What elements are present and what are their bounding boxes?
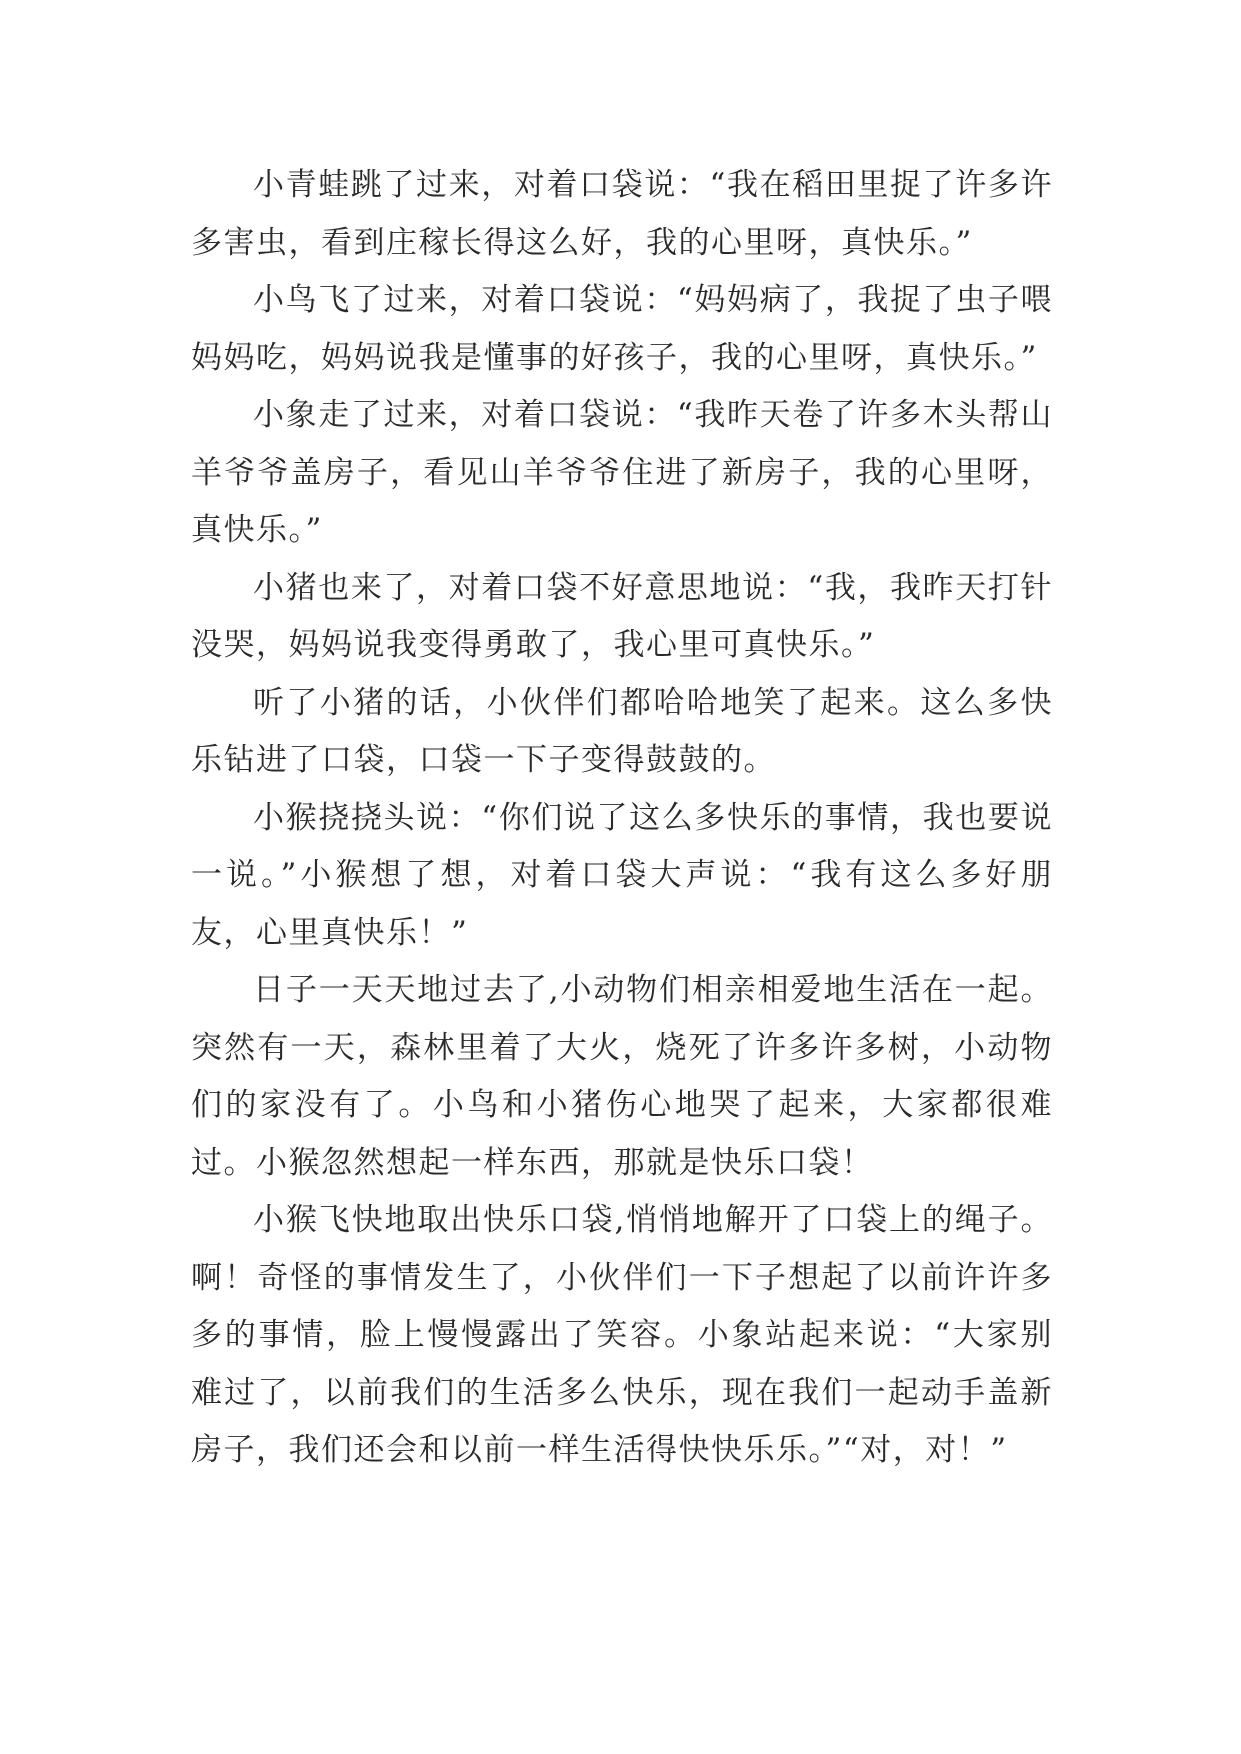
paragraph-frog: 小青蛙跳了过来，对着口袋说：“我在稻田里捉了许多许多害虫，看到庄稼长得这么好，我的心里呀，真快乐。” <box>191 167 1053 261</box>
paragraph-laughter: 听了小猪的话，小伙伴们都哈哈地笑了起来。这么多快乐钻进了口袋，口袋一下子变得鼓鼓的。 <box>191 684 1053 778</box>
paragraph-monkey: 小猴挠挠头说：“你们说了这么多快乐的事情，我也要说一说。”小猴想了想，对着口袋大声说：“我有这么多好朋友，心里真快乐！” <box>191 799 1053 951</box>
paragraph-elephant: 小象走了过来，对着口袋说：“我昨天卷了许多木头帮山羊爷爷盖房子，看见山羊爷爷住进了新房子，我的心里呀，真快乐。” <box>191 397 1053 548</box>
paragraph-pig: 小猪也来了，对着口袋不好意思地说：“我，我昨天打针没哭，妈妈说我变得勇敢了，我心里可真快乐。” <box>191 569 1053 663</box>
paragraph-fire: 日子一天天地过去了,小动物们相亲相爱地生活在一起。突然有一天，森林里着了大火，烧死了许多许多树，小动物们的家没有了。小鸟和小猪伤心地哭了起来，大家都很难过。小猴忽然想起一样东西，那就是快乐口袋！ <box>191 972 1053 1181</box>
paragraph-bird: 小鸟飞了过来，对着口袋说：“妈妈病了，我捉了虫子喂妈妈吃，妈妈说我是懂事的好孩子，我的心里呀，真快乐。” <box>191 282 1053 376</box>
paragraph-happy-bag: 小猴飞快地取出快乐口袋,悄悄地解开了口袋上的绳子。啊！奇怪的事情发生了，小伙伴们一下子想起了以前许许多多的事情，脸上慢慢露出了笑容。小象站起来说：“大家别难过了，以前我们的生活多么快乐，现在我们一起动手盖新房子，我们还会和以前一样生活得快快乐乐。”“对，对！” <box>191 1202 1053 1468</box>
story-text <box>191 157 1053 1480</box>
